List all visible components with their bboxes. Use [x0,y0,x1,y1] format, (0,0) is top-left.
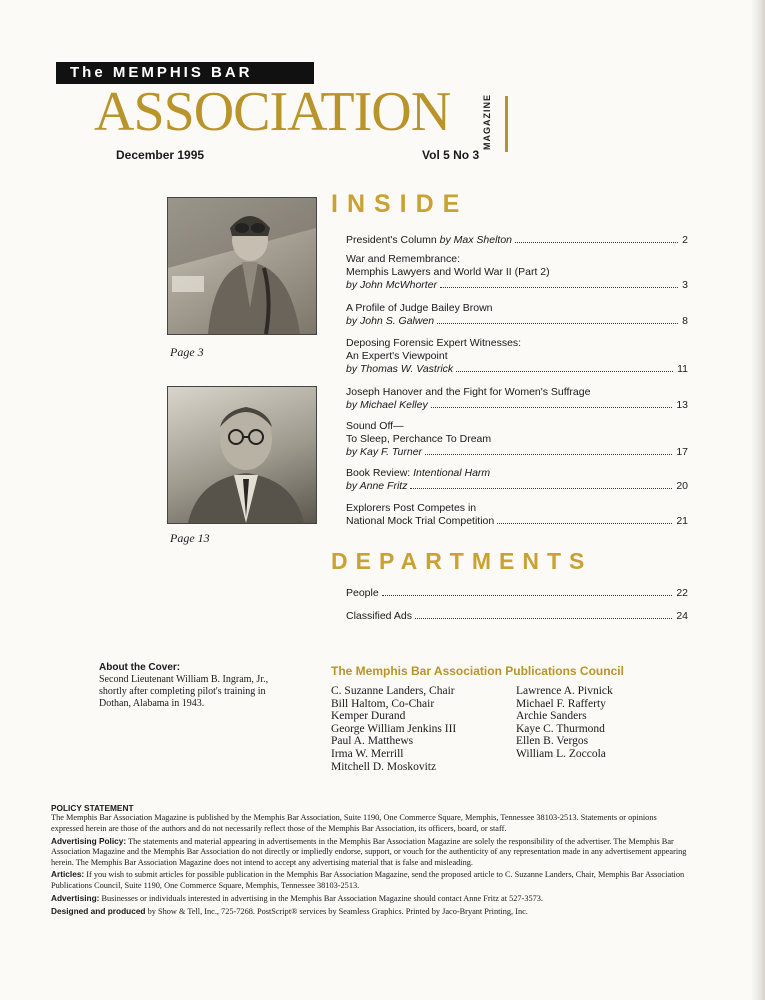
pilot-photo [167,197,317,335]
toc-item-title: Joseph Hanover and the Fight for Women's Suffrage [346,386,591,398]
about-cover-heading: About the Cover: [99,662,181,673]
toc-item-page: 2 [682,234,688,246]
toc-item-subtitle: To Sleep, Perchance To Dream [346,433,492,445]
dot-leader [382,595,673,596]
toc-item-title: Classified Ads [346,610,412,622]
toc-item-page: 11 [677,363,688,375]
dot-leader [415,618,672,619]
inside-heading: INSIDE [331,190,469,218]
portrait-photo [167,386,317,524]
masthead-top-text: The MEMPHIS BAR [70,64,253,81]
toc-item-author: by Max Shelton [439,234,513,246]
pilot-photo-illustration [168,198,316,334]
toc-item[interactable] [346,302,688,328]
council-member: Michael F. Rafferty [516,697,606,710]
designed-label: Designed and produced [51,905,146,916]
toc-item-title: Explorers Post Competes in [346,502,477,514]
articles-label: Articles: [51,869,85,880]
toc-item-page: 8 [682,315,688,327]
toc-item-page: 20 [676,480,688,492]
policy-heading: POLICY STATEMENT [51,803,134,813]
toc-item-title: Deposing Forensic Expert Witnesses: [346,337,522,349]
toc-item[interactable] [346,587,688,600]
council-title: The Memphis Bar Association Publications Council [331,664,624,678]
council-member: Kaye C. Thurmond [516,722,605,735]
toc-item[interactable] [346,420,688,459]
toc-item-page: 21 [676,515,688,527]
issue-date: December 1995 [116,148,205,162]
toc-item-title: President's Column [346,234,440,246]
council-member: William L. Zoccola [516,747,606,760]
dot-leader [425,454,672,455]
policy-intro: The Memphis Bar Association Magazine is published by the Memphis Bar Association, Suite 1190, One Commerce Square, Memphis, Tennessee 38103-2513. Statements or opinions expressed herein are those of the authors and do not necessarily reflect those of the Memphis Bar Association, its officers, board, or staff. [51,813,657,833]
toc-item-subtitle: An Expert's Viewpoint [346,350,448,362]
toc-item-title-italic: Intentional Harm [413,467,491,479]
toc-item-author: by John S. Galwen [346,315,435,327]
toc-item-title: Sound Off— [346,420,404,432]
dot-leader [431,407,673,408]
page-edge-shadow [751,0,765,1000]
articles-paragraph [51,869,691,891]
council-member: Ellen B. Vergos [516,735,589,748]
toc-item-author: by Michael Kelley [346,399,428,411]
toc-item-title: Book Review: [346,467,414,479]
toc-item[interactable] [346,337,688,376]
articles-text: If you wish to submit articles for possible publication in the Memphis Bar Association Magazine, send the proposed article to C. Suzanne Landers, Chair, Memphis Bar Association Publications Council, Suite 1190, One Commerce Square, Memphis, Tennessee 38103-2513. [51,870,685,890]
advertising-label: Advertising: [51,892,100,903]
council-member: Archie Sanders [516,710,587,723]
photo-caption-page-3: Page 3 [170,345,204,359]
toc-item-subtitle: National Mock Trial Competition [346,515,495,527]
council-member: Kemper Durand [331,710,406,723]
toc-item-page: 22 [676,587,688,599]
toc-item[interactable] [346,253,688,292]
council-column-2 [516,685,613,761]
about-cover [99,662,279,710]
toc-item-page: 24 [676,610,688,622]
council-member: George William Jenkins III [331,722,457,735]
dot-leader [410,488,672,489]
departments-heading: DEPARTMENTS [331,548,593,574]
toc-item-title: People [346,587,379,599]
council-member: Mitchell D. Moskovitz [331,760,437,773]
policy-statement [51,803,691,919]
toc-item-author: by Kay F. Turner [346,446,423,458]
masthead-rule [505,96,508,152]
council-member: Lawrence A. Pivnick [516,685,613,697]
toc-item[interactable] [346,502,688,528]
toc-item[interactable] [346,386,688,412]
toc-item-title: A Profile of Judge Bailey Brown [346,302,493,314]
toc-item-page: 17 [676,446,688,458]
about-cover-text: Second Lieutenant William B. Ingram, Jr., shortly after completing pilot's training in Dothan, Alabama in 1943. [99,674,269,709]
council-column-1 [331,685,456,773]
designed-paragraph [51,906,691,917]
toc-item[interactable] [346,467,688,493]
toc-item-page: 3 [682,279,688,291]
toc-item[interactable] [346,234,688,247]
advertising-policy-text: The statements and material appearing in advertisements in the Memphis Bar Association Magazine are solely the responsibility of the advertiser. The Memphis Bar Association Magazine and the Memphis Bar Association do not directly or impliedly endorse, support, or vouch for the authenticity of any representation made in any advertisement appearing herein. The Memphis Bar Association Magazine does not intend to accept any advertising material that is false and misleading. [51,836,687,867]
council-member: Paul A. Matthews [331,735,414,748]
advertising-text: Businesses or individuals interested in advertising in the Memphis Bar Association Magazine should contact Anne Fritz at 527-3573. [99,893,543,903]
advertising-policy-label: Advertising Policy: [51,835,127,846]
masthead-magazine-label: MAGAZINE [482,94,492,150]
toc-item-page: 13 [676,399,688,411]
dot-leader [456,371,673,372]
portrait-photo-illustration [168,387,316,523]
dot-leader [440,287,678,288]
toc-item-author: by John McWhorter [346,279,438,291]
toc-item[interactable] [346,610,688,623]
council-member: Bill Haltom, Co-Chair [331,697,435,710]
dot-leader [515,242,678,243]
council-member: C. Suzanne Landers, Chair [331,685,455,697]
toc-item-title: War and Remembrance: [346,253,460,265]
masthead-title: ASSOCIATION [94,81,451,143]
toc-item-author: by Thomas W. Vastrick [346,363,454,375]
dot-leader [497,523,672,524]
photo-caption-page-13: Page 13 [170,531,210,545]
council-member: Irma W. Merrill [331,747,404,760]
issue-volume: Vol 5 No 3 [422,148,480,162]
toc-item-subtitle: Memphis Lawyers and World War II (Part 2) [346,266,550,278]
dot-leader [437,323,678,324]
advertising-policy-paragraph [51,836,691,868]
advertising-paragraph [51,893,691,904]
designed-text: by Show & Tell, Inc., 725-7268. PostScript® services by Seamless Graphics. Printed by Jaco-Bryant Printing, Inc. [145,906,528,916]
toc-item-author: by Anne Fritz [346,480,408,492]
